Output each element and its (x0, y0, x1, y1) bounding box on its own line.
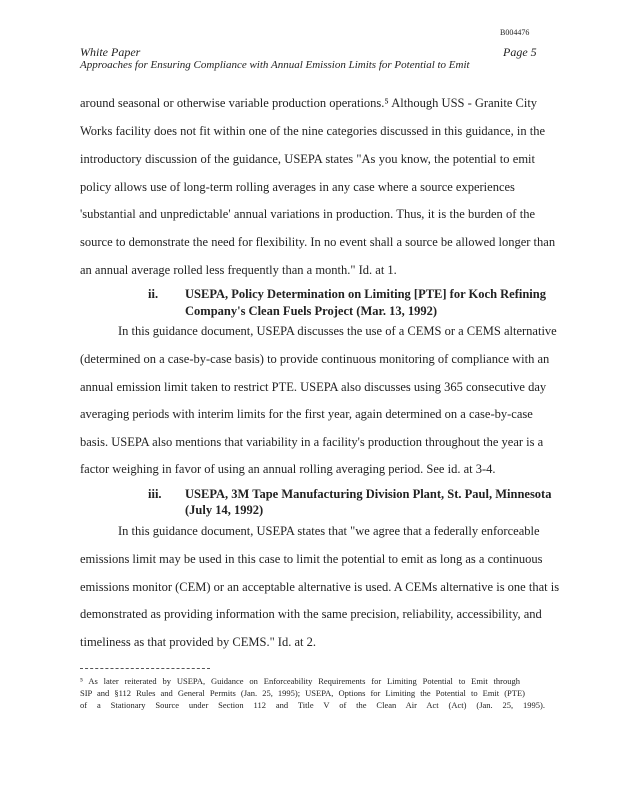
heading-number: iii. (148, 487, 162, 501)
body-line: factor weighing in favor of using an annual rolling averaging period. See id. at 3-4. (80, 462, 496, 476)
body-line: demonstrated as providing information with the same precision, reliability, accessibility, and (80, 607, 542, 621)
body-line: source to demonstrate the need for flexibility. In no event shall a source be allowed longer than (80, 235, 556, 249)
header-subtitle: Approaches for Ensuring Compliance with Annual Emission Limits for Potential to Emit (80, 59, 470, 71)
heading-line: USEPA, Policy Determination on Limiting [PTE] for Koch Refining (185, 287, 546, 301)
body-line: averaging periods with interim limits for the first year, again determined on a case-by-case (80, 407, 533, 421)
body-line: basis. USEPA also mentions that variability in a facility's production throughout the year is a (80, 435, 544, 449)
body-line: around seasonal or otherwise variable production operations.⁵ Although USS - Granite City (80, 96, 538, 110)
footnote-separator (80, 668, 210, 669)
body-line: (determined on a case-by-case basis) to provide continuous monitoring of compliance with an (80, 352, 550, 366)
footnote-line: of a Stationary Source under Section 112 and Title V of the Clean Air Act (Act) (Jan. 25, 1995). (80, 700, 545, 710)
body-line: In this guidance document, USEPA discusses the use of a CEMS or a CEMS alternative (118, 324, 557, 338)
heading-number: ii. (148, 287, 159, 301)
footnote-line: SIP and §112 Rules and General Permits (Jan. 25, 1995); USEPA, Options for Limiting the Potential to Emit (PTE) (80, 688, 525, 698)
body-line: policy allows use of long-term rolling averages in any case where a source experiences (80, 180, 515, 194)
body-line: emissions monitor (CEM) or an acceptable alternative is used. A CEMs alternative is one that is (80, 580, 560, 594)
doc-id: B004476 (500, 28, 530, 37)
body-line: Works facility does not fit within one of the nine categories discussed in this guidance, in the (80, 124, 545, 138)
body-line: emissions limit may be used in this case to limit the potential to emit as long as a continuous (80, 552, 543, 566)
body-line: timeliness as that provided by CEMS." Id. at 2. (80, 635, 316, 649)
heading-line: (July 14, 1992) (185, 503, 264, 517)
footnote-line: ⁵ As later reiterated by USEPA, Guidance on Enforceability Requirements for Limiting Potential to Emit through (80, 676, 520, 686)
header-title: White Paper (80, 45, 141, 59)
body-line: an annual average rolled less frequently than a month." Id. at 1. (80, 263, 397, 277)
body-line: introductory discussion of the guidance, USEPA states "As you know, the potential to emit (80, 152, 535, 166)
heading-line: Company's Clean Fuels Project (Mar. 13, 1992) (185, 304, 438, 318)
page-number: Page 5 (503, 45, 537, 59)
body-line: In this guidance document, USEPA states that "we agree that a federally enforceable (118, 524, 540, 538)
heading-line: USEPA, 3M Tape Manufacturing Division Plant, St. Paul, Minnesota (185, 487, 552, 501)
body-line: annual emission limit taken to restrict PTE. USEPA also discusses using 365 consecutive day (80, 380, 547, 394)
body-line: 'substantial and unpredictable' annual variations in production. Thus, it is the burden of the (80, 207, 535, 221)
